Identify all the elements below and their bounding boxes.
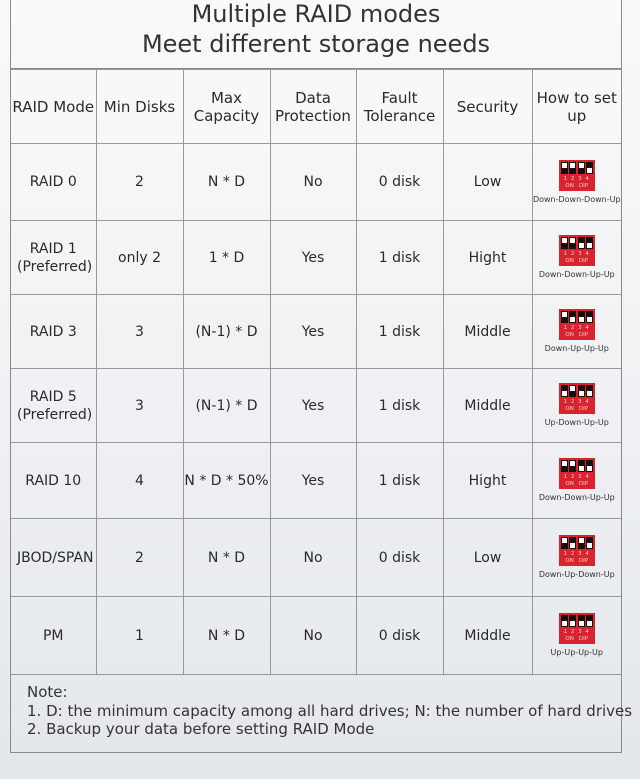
dip-on-label: ON DIP — [565, 636, 589, 642]
cell-fault: 1 disk — [356, 443, 443, 519]
dip-switch-3-down — [578, 537, 585, 549]
cell-max: N * D * 50% — [183, 443, 270, 519]
cell-max: (N-1) * D — [183, 369, 270, 443]
dip-on-label: ON DIP — [565, 332, 589, 338]
dip-switch-icon — [559, 383, 595, 414]
raid-table-panel — [10, 0, 633, 753]
note-item: 1. D: the minimum capacity among all hard drives; N: the number of hard drives — [27, 701, 633, 720]
dip-switch-icon — [559, 160, 595, 191]
note-item: 2. Backup your data before setting RAID Mode — [27, 720, 375, 738]
dip-switch-4-up — [586, 162, 593, 174]
cell-min: 2 — [96, 144, 183, 221]
cell-security: Middle — [443, 295, 532, 369]
raid-modes-table — [11, 69, 621, 675]
dip-switch-4-up — [586, 537, 593, 549]
cell-min: only 2 — [96, 221, 183, 295]
setup-caption: Down-Down-Up-Up — [538, 270, 615, 279]
cell-max: N * D — [183, 144, 270, 221]
cell-protection: Yes — [270, 369, 356, 443]
dip-numbers: 1 2 3 4 — [563, 251, 590, 257]
cell-fault: 0 disk — [356, 519, 443, 597]
setup-caption: Down-Down-Down-Up — [532, 194, 621, 204]
table-row — [11, 597, 621, 675]
table-row — [11, 369, 621, 443]
cell-fault: 0 disk — [356, 144, 443, 221]
note-heading: Note: — [27, 683, 68, 701]
dip-switch-2-down — [569, 385, 576, 397]
dip-switch-icon — [559, 309, 595, 340]
dip-switch-1-down — [561, 237, 568, 249]
cell-security: Middle — [443, 597, 532, 675]
setup-caption: Down-Down-Up-Up — [538, 493, 615, 502]
dip-switch-icon — [559, 535, 595, 566]
dip-switch-1-up — [561, 615, 568, 627]
dip-on-label: ON DIP — [565, 182, 589, 189]
header-fault-tolerance: Fault Tolerance — [356, 70, 443, 144]
dip-on-label: ON DIP — [565, 406, 589, 412]
dip-switch-1-down — [561, 460, 568, 472]
setup-caption: Down-Up-Up-Up — [544, 344, 609, 353]
cell-mode: RAID 1 (Preferred) — [11, 221, 96, 295]
cell-protection: No — [270, 519, 356, 597]
cell-mode: RAID 0 — [11, 144, 96, 221]
dip-numbers: 1 2 3 4 — [563, 474, 590, 480]
setup-caption: Up-Up-Up-Up — [550, 648, 603, 657]
cell-security: Low — [443, 144, 532, 221]
cell-security: Hight — [443, 221, 532, 295]
cell-setup — [532, 221, 621, 295]
cell-mode: JBOD/SPAN — [11, 519, 96, 597]
cell-min: 3 — [96, 295, 183, 369]
dip-switch-1-up — [561, 385, 568, 397]
dip-on-label: ON DIP — [565, 258, 589, 264]
dip-numbers: 1 2 3 4 — [563, 399, 590, 405]
cell-fault: 1 disk — [356, 221, 443, 295]
dip-numbers: 1 2 3 4 — [563, 325, 590, 331]
cell-mode: PM — [11, 597, 96, 675]
cell-security: Low — [443, 519, 532, 597]
cell-max: 1 * D — [183, 221, 270, 295]
cell-min: 2 — [96, 519, 183, 597]
dip-switch-icon — [559, 458, 595, 489]
header-min-disks: Min Disks — [96, 70, 183, 144]
cell-max: (N-1) * D — [183, 295, 270, 369]
dip-switch-2-up — [569, 615, 576, 627]
dip-switch-1-down — [561, 311, 568, 323]
cell-protection: No — [270, 597, 356, 675]
cell-setup — [532, 597, 621, 675]
dip-switch-2-down — [569, 460, 576, 472]
dip-switch-4-up — [586, 237, 593, 249]
cell-security: Middle — [443, 369, 532, 443]
cell-fault: 0 disk — [356, 597, 443, 675]
cell-mode: RAID 10 — [11, 443, 96, 519]
table-row — [11, 443, 621, 519]
cell-fault: 1 disk — [356, 295, 443, 369]
cell-max: N * D — [183, 519, 270, 597]
dip-switch-4-up — [586, 460, 593, 472]
setup-caption: Down-Up-Down-Up — [538, 570, 615, 579]
dip-switch-icon — [559, 235, 595, 266]
cell-mode: RAID 3 — [11, 295, 96, 369]
dip-switch-4-up — [586, 385, 593, 397]
dip-switch-3-up — [578, 237, 585, 249]
cell-min: 4 — [96, 443, 183, 519]
cell-protection: No — [270, 144, 356, 221]
table-row — [11, 519, 621, 597]
header-raid-mode: RAID Mode — [11, 70, 96, 144]
title-line-2: Meet different storage needs — [141, 30, 491, 58]
cell-mode: RAID 5 (Preferred) — [11, 369, 96, 443]
dip-switch-3-up — [578, 385, 585, 397]
cell-min: 3 — [96, 369, 183, 443]
dip-switch-3-up — [578, 460, 585, 472]
dip-switch-2-down — [569, 162, 576, 174]
table-row — [11, 295, 621, 369]
cell-min: 1 — [96, 597, 183, 675]
dip-switch-3-down — [578, 162, 585, 174]
dip-switch-2-down — [569, 237, 576, 249]
dip-switch-2-up — [569, 311, 576, 323]
dip-switch-icon — [559, 613, 595, 644]
cell-protection: Yes — [270, 221, 356, 295]
note — [27, 683, 632, 739]
cell-setup — [532, 443, 621, 519]
header-security: Security — [443, 70, 532, 144]
dip-numbers: 1 2 3 4 — [563, 629, 590, 635]
title-line-1: Multiple RAID modes — [191, 0, 441, 28]
dip-switch-1-down — [561, 537, 568, 549]
cell-setup — [532, 519, 621, 597]
dip-switch-2-up — [569, 537, 576, 549]
header-how-to-set-up: How to set up — [532, 70, 621, 144]
cell-setup — [532, 369, 621, 443]
header-data-protection: Data Protection — [270, 70, 356, 144]
dip-on-label: ON DIP — [565, 481, 589, 487]
dip-numbers: 1 2 3 4 — [563, 175, 590, 182]
cell-security: Hight — [443, 443, 532, 519]
cell-setup — [532, 144, 621, 221]
cell-setup — [532, 295, 621, 369]
table-row — [11, 221, 621, 295]
dip-on-label: ON DIP — [565, 558, 589, 564]
dip-switch-4-up — [586, 615, 593, 627]
setup-caption: Up-Down-Up-Up — [544, 418, 609, 427]
dip-switch-3-up — [578, 615, 585, 627]
cell-max: N * D — [183, 597, 270, 675]
page-title — [11, 0, 621, 69]
dip-numbers: 1 2 3 4 — [563, 551, 590, 557]
dip-switch-4-up — [586, 311, 593, 323]
cell-protection: Yes — [270, 295, 356, 369]
dip-switch-3-up — [578, 311, 585, 323]
header-max-capacity: Max Capacity — [183, 70, 270, 144]
dip-switch-1-down — [561, 162, 568, 174]
cell-protection: Yes — [270, 443, 356, 519]
table-row — [11, 144, 621, 221]
cell-fault: 1 disk — [356, 369, 443, 443]
